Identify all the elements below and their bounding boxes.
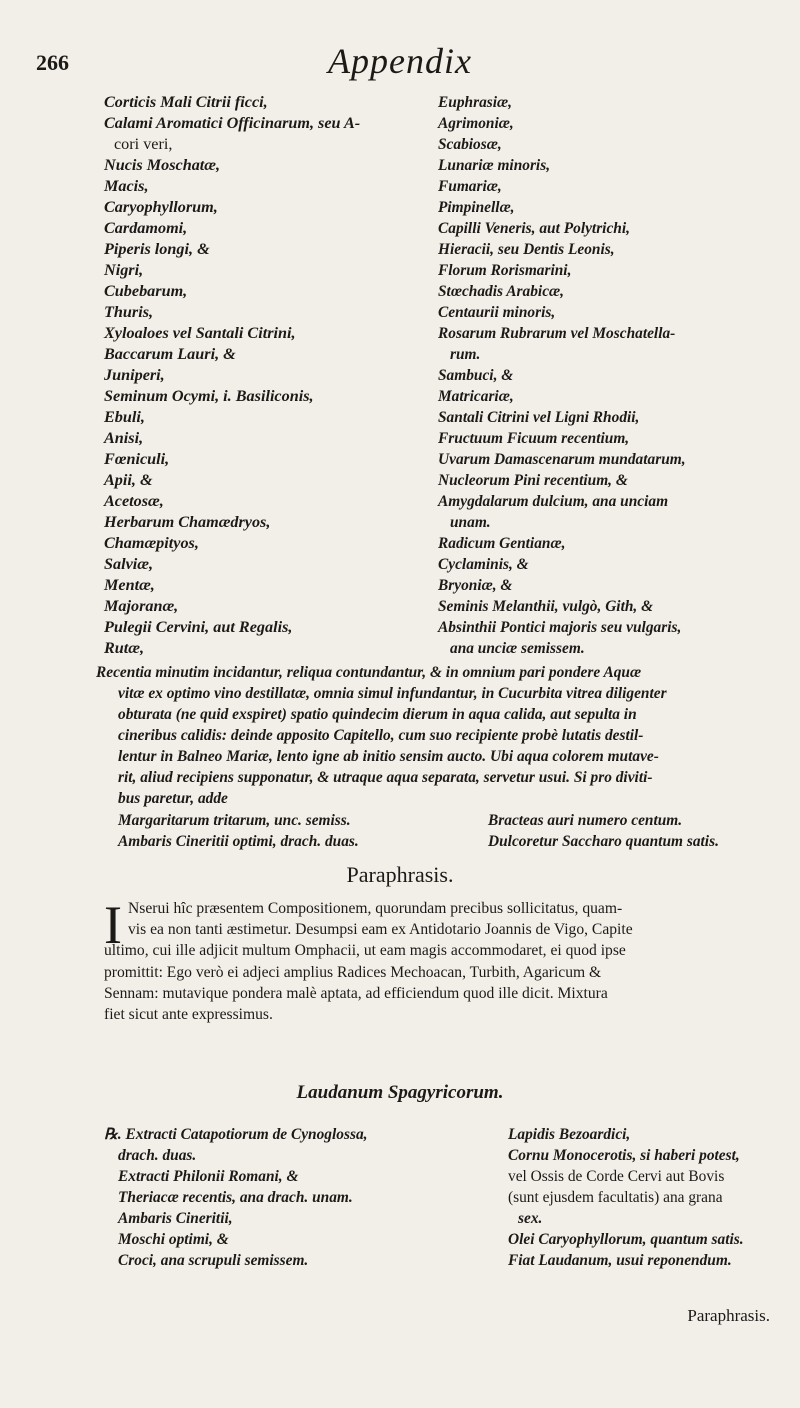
list-item: Euphrasiæ, [438, 94, 512, 111]
drop-cap: I [104, 895, 122, 955]
recipe-extras-right [488, 810, 788, 852]
list-item: Scabiosæ, [438, 136, 502, 153]
list-item: Radicum Gentianæ, [438, 535, 566, 552]
list-item: Bracteas auri numero centum. [488, 812, 683, 829]
page-number: 266 [36, 50, 69, 75]
list-item: Apii, & [104, 471, 153, 489]
text-line: ultimo, cui ille adjicit multum Omphacii, ut eam magis accommodaret, ei quod ipse [104, 942, 626, 960]
list-item: (sunt ejusdem facultatis) ana grana [508, 1189, 723, 1206]
text-line: cineribus calidis: deinde apposito Capitello, cum suo recipiente probè lutatis destil- [118, 727, 644, 744]
list-item: Nucis Moschatæ, [104, 156, 221, 174]
list-item: Santali Citrini vel Ligni Rhodii, [438, 409, 640, 426]
list-item: Fiat Laudanum, usui reponendum. [508, 1252, 732, 1269]
section-heading-paraphrasis: Paraphrasis. [346, 862, 454, 887]
list-item: Margaritarum tritarum, unc. semiss. [118, 812, 351, 829]
paraphrasis-text [104, 898, 778, 1025]
list-item: Herbarum Chamædryos, [104, 513, 271, 531]
list-item: Acetosæ, [104, 492, 164, 510]
list-item: Moschi optimi, & [118, 1231, 229, 1248]
list-item: Cubebarum, [104, 282, 188, 300]
list-item: Absinthii Pontici majoris seu vulgaris, [438, 619, 682, 636]
section-heading-laudanum: Laudanum Spagyricorum. [296, 1082, 504, 1103]
text-line: Nserui hîc præsentem Compositionem, quorundam precibus sollicitatus, quam- [128, 900, 623, 917]
list-item: rum. [450, 346, 481, 363]
laudanum-left-column [104, 1124, 504, 1271]
list-item: Ambaris Cineritii optimi, drach. duas. [118, 833, 359, 850]
list-item: Lunariæ minoris, [438, 157, 551, 174]
list-item: ana unciæ semissem. [450, 640, 585, 657]
list-item: Thuris, [104, 303, 154, 321]
list-item: Seminum Ocymi, i. Basiliconis, [104, 387, 314, 405]
list-item: Stœchadis Arabicæ, [438, 283, 564, 300]
list-item: Theriacæ recentis, ana drach. unam. [118, 1189, 353, 1206]
text-line: bus paretur, adde [118, 790, 228, 807]
list-item: Matricariæ, [438, 388, 514, 405]
list-item: Florum Rorismarini, [438, 262, 572, 279]
recipe-instructions [96, 662, 786, 809]
list-item: Chamæpityos, [104, 534, 199, 552]
list-item: unam. [450, 514, 491, 531]
text-line: fiet sicut ante expressimus. [104, 1006, 273, 1024]
text-line: vitæ ex optimo vino destillatæ, omnia simul infundantur, in Cucurbita vitrea diligenter [118, 685, 667, 702]
list-item: Rutæ, [104, 639, 145, 657]
list-item: Ebuli, [104, 408, 145, 426]
list-item: Amygdalarum dulcium, ana unciam [438, 493, 669, 510]
list-item: Salviæ, [104, 555, 154, 573]
list-item: drach. duas. [118, 1147, 197, 1164]
list-item: Corticis Mali Citrii ficci, [104, 93, 268, 111]
list-item: Fœniculi, [104, 450, 170, 468]
list-item: Majoranæ, [104, 597, 179, 615]
list-item: Olei Caryophyllorum, quantum satis. [508, 1231, 744, 1248]
ingredients-left-column [104, 92, 434, 659]
list-item: Fumariæ, [438, 178, 502, 195]
list-item: Cornu Monocerotis, si haberi potest, [508, 1147, 740, 1164]
list-item: Nucleorum Pini recentium, & [438, 472, 628, 489]
list-item: Fructuum Ficuum recentium, [438, 430, 630, 447]
list-item: Croci, ana scrupuli semissem. [118, 1252, 309, 1269]
list-item: Agrimoniæ, [438, 115, 514, 132]
ingredients-right-column [438, 92, 783, 659]
catchword: Paraphrasis. [687, 1306, 770, 1325]
list-item: Dulcoretur Saccharo quantum satis. [488, 833, 719, 850]
list-item: Pimpinellæ, [438, 199, 515, 216]
list-item: Centaurii minoris, [438, 304, 556, 321]
list-item: Sambuci, & [438, 367, 514, 384]
list-item: Capilli Veneris, aut Polytrichi, [438, 220, 630, 237]
text-line: rit, aliud recipiens supponatur, & utraque aqua separata, servetur usui. Si pro diviti- [118, 769, 653, 786]
list-item: Cyclaminis, & [438, 556, 529, 573]
recipe-extras-left [118, 810, 448, 852]
list-item: Rosarum Rubrarum vel Moschatella- [438, 325, 676, 342]
list-item: sex. [518, 1210, 543, 1227]
text-line: Recentia minutim incidantur, reliqua contundantur, & in omnium pari pondere Aquæ [96, 664, 642, 681]
list-item: Baccarum Lauri, & [104, 345, 236, 363]
list-item: Lapidis Bezoardici, [508, 1126, 631, 1143]
laudanum-right-column [508, 1124, 788, 1271]
list-item: Anisi, [104, 429, 144, 447]
list-item: Pulegii Cervini, aut Regalis, [104, 618, 293, 636]
list-item: Caryophyllorum, [104, 198, 218, 216]
list-item: Extracti Philonii Romani, & [118, 1168, 299, 1185]
list-item: Macis, [104, 177, 149, 195]
list-item: Seminis Melanthii, vulgò, Gith, & [438, 598, 654, 615]
list-item: ℞. Extracti Catapotiorum de Cynoglossa, [104, 1126, 368, 1143]
list-item: Juniperi, [104, 366, 165, 384]
list-item: Hieracii, seu Dentis Leonis, [438, 241, 615, 258]
text-line: promittit: Ego verò ei adjeci amplius Radices Mechoacan, Turbith, Agaricum & [104, 963, 602, 981]
list-item: Bryoniæ, & [438, 577, 513, 594]
list-item: Xyloaloes vel Santali Citrini, [104, 324, 296, 342]
running-header: Appendix [328, 41, 472, 81]
text-line: Sennam: mutavique pondera malè aptata, ad efficiendum quod ille dicit. Mixtura [104, 984, 608, 1002]
list-item: Ambaris Cineritii, [118, 1210, 233, 1227]
list-item: Nigri, [104, 261, 144, 279]
text-line: obturata (ne quid exspiret) spatio quindecim dierum in aqua calida, aut sepulta in [118, 706, 637, 723]
list-item: cori veri, [114, 135, 173, 153]
list-item: Calami Aromatici Officinarum, seu A- [104, 114, 361, 132]
text-line: vis ea non tanti æstimetur. Desumpsi eam ex Antidotario Joannis de Vigo, Capite [128, 921, 633, 939]
list-item: Uvarum Damascenarum mundatarum, [438, 451, 686, 468]
list-item: Mentæ, [104, 576, 155, 594]
list-item: Piperis longi, & [104, 240, 210, 258]
text-line: lentur in Balneo Mariæ, lento igne ab initio sensim aucto. Ubi aqua colorem mutave- [118, 748, 659, 765]
list-item: vel Ossis de Corde Cervi aut Bovis [508, 1168, 725, 1185]
list-item: Cardamomi, [104, 219, 188, 237]
